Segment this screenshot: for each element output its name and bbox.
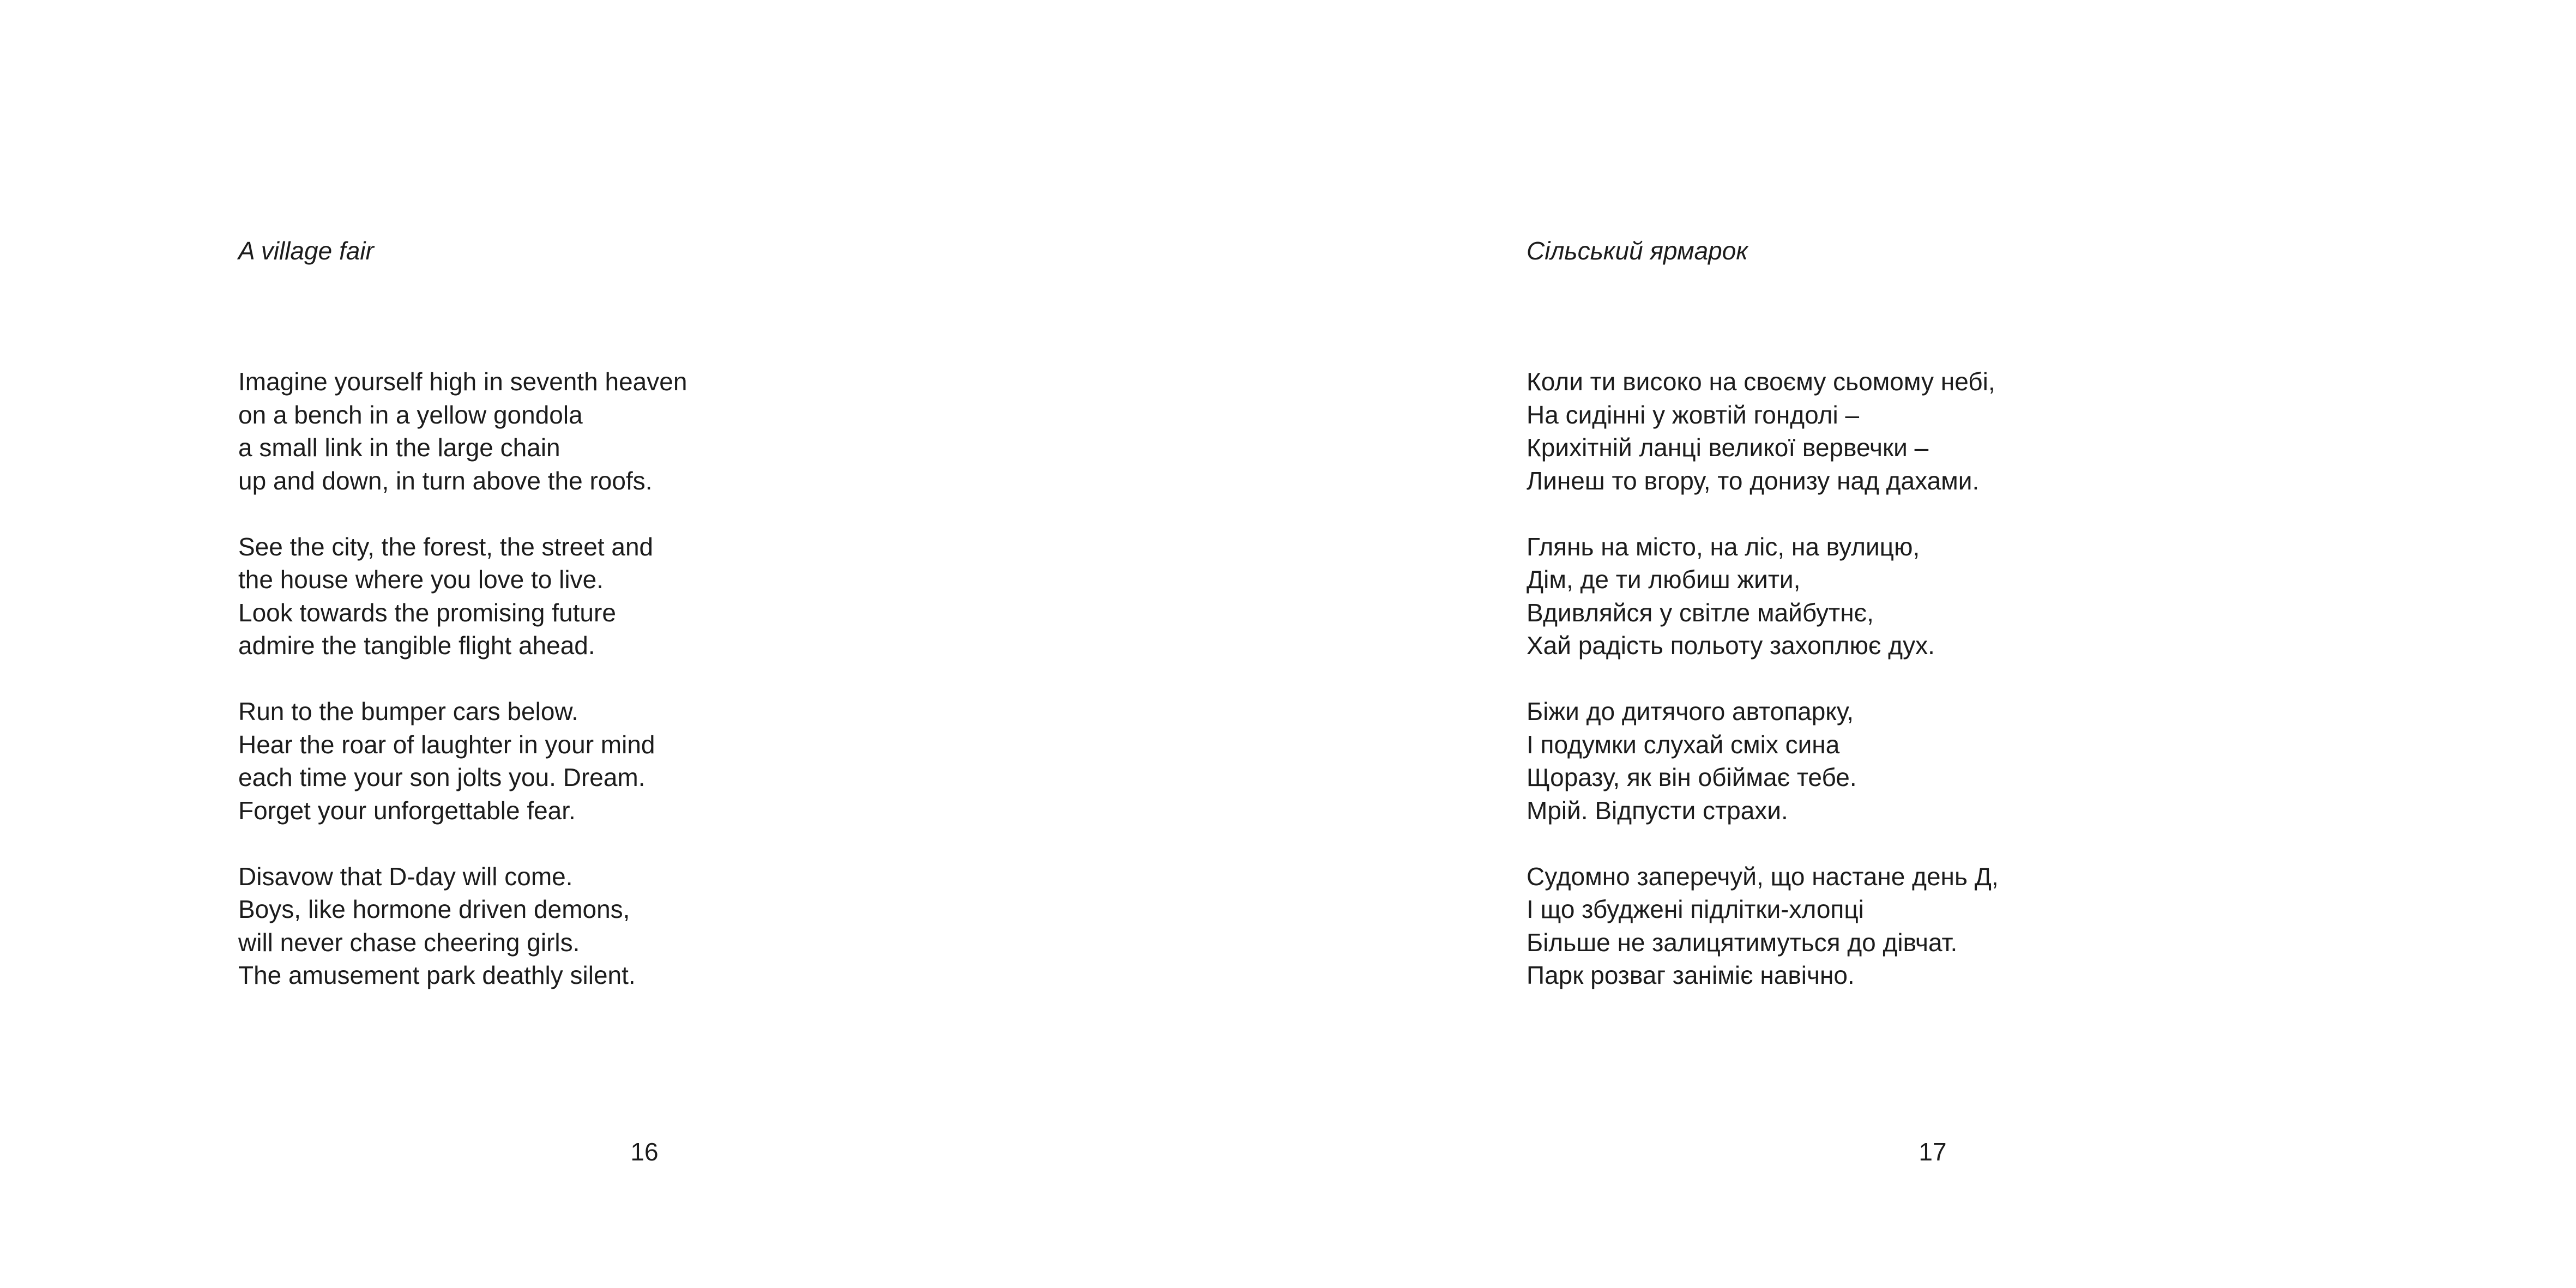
stanza xyxy=(1527,695,1999,827)
poem-line: up and down, in turn above the roofs. xyxy=(238,466,653,495)
poem-line: Коли ти високо на своєму сьомому небі, xyxy=(1527,367,1995,396)
poem-line: the house where you love to live. xyxy=(238,565,604,594)
poem-line: Дім, де ти любиш жити, xyxy=(1527,565,1801,594)
poem-line: Хай радість польоту захоплює дух. xyxy=(1527,631,1935,660)
poem-line: See the city, the forest, the street and xyxy=(238,532,654,561)
poem-line: На сидінні у жовтій гондолі – xyxy=(1527,400,1860,429)
poem-line: Щоразу, як він обіймає тебе. xyxy=(1527,763,1857,791)
poem-line: Крихітній ланці великої вервечки – xyxy=(1527,433,1929,462)
poem-line: Глянь на місто, на ліс, на вулицю, xyxy=(1527,532,1920,561)
poem-line: on a bench in a yellow gondola xyxy=(238,400,583,429)
poem-line: І подумки слухай сміх сина xyxy=(1527,730,1840,759)
poem-line: a small link in the large chain xyxy=(238,433,560,462)
poem-line: Disavow that D-day will come. xyxy=(238,862,573,891)
poem-line: Біжи до дитячого автопарку, xyxy=(1527,697,1854,725)
poem-body xyxy=(1527,365,1999,1025)
stanza xyxy=(1527,365,1999,497)
poem-line: Hear the roar of laughter in your mind xyxy=(238,730,655,759)
poem-line: Парк розваг заніміє навічно. xyxy=(1527,961,1855,989)
poem-line: will never chase cheering girls. xyxy=(238,928,580,957)
page-number: 17 xyxy=(1919,1138,1947,1166)
poem-line: The amusement park deathly silent. xyxy=(238,961,636,989)
poem-line: Imagine yourself high in seventh heaven xyxy=(238,367,687,396)
poem-line: Run to the bumper cars below. xyxy=(238,697,578,725)
poem-line: Boys, like hormone driven demons, xyxy=(238,895,630,923)
poem-line: Мрій. Відпусти страхи. xyxy=(1527,796,1788,825)
poem-line: Вдивляйся у світле майбутнє, xyxy=(1527,598,1874,627)
stanza xyxy=(238,365,687,497)
poem-line: І що збуджені підлітки-хлопці xyxy=(1527,895,1864,923)
poem-body xyxy=(238,365,687,1025)
stanza xyxy=(238,695,687,827)
poem-line: Линеш то вгору, то донизу над дахами. xyxy=(1527,466,1980,495)
poem-line: each time your son jolts you. Dream. xyxy=(238,763,645,791)
poem-line: Судомно заперечуй, що настане день Д, xyxy=(1527,862,1999,891)
stanza xyxy=(1527,860,1999,992)
poem-line: Forget your unforgettable fear. xyxy=(238,796,576,825)
page-number: 16 xyxy=(630,1138,659,1166)
poem-title: Сільський ярмарок xyxy=(1527,237,1748,265)
stanza xyxy=(1527,530,1999,662)
stanza xyxy=(238,860,687,992)
stanza xyxy=(238,530,687,662)
right-page xyxy=(1288,0,2576,1288)
poem-line: admire the tangible flight ahead. xyxy=(238,631,595,660)
poem-title: A village fair xyxy=(238,237,374,265)
poem-line: Більше не залицятимуться до дівчат. xyxy=(1527,928,1958,957)
poem-line: Look towards the promising future xyxy=(238,598,616,627)
